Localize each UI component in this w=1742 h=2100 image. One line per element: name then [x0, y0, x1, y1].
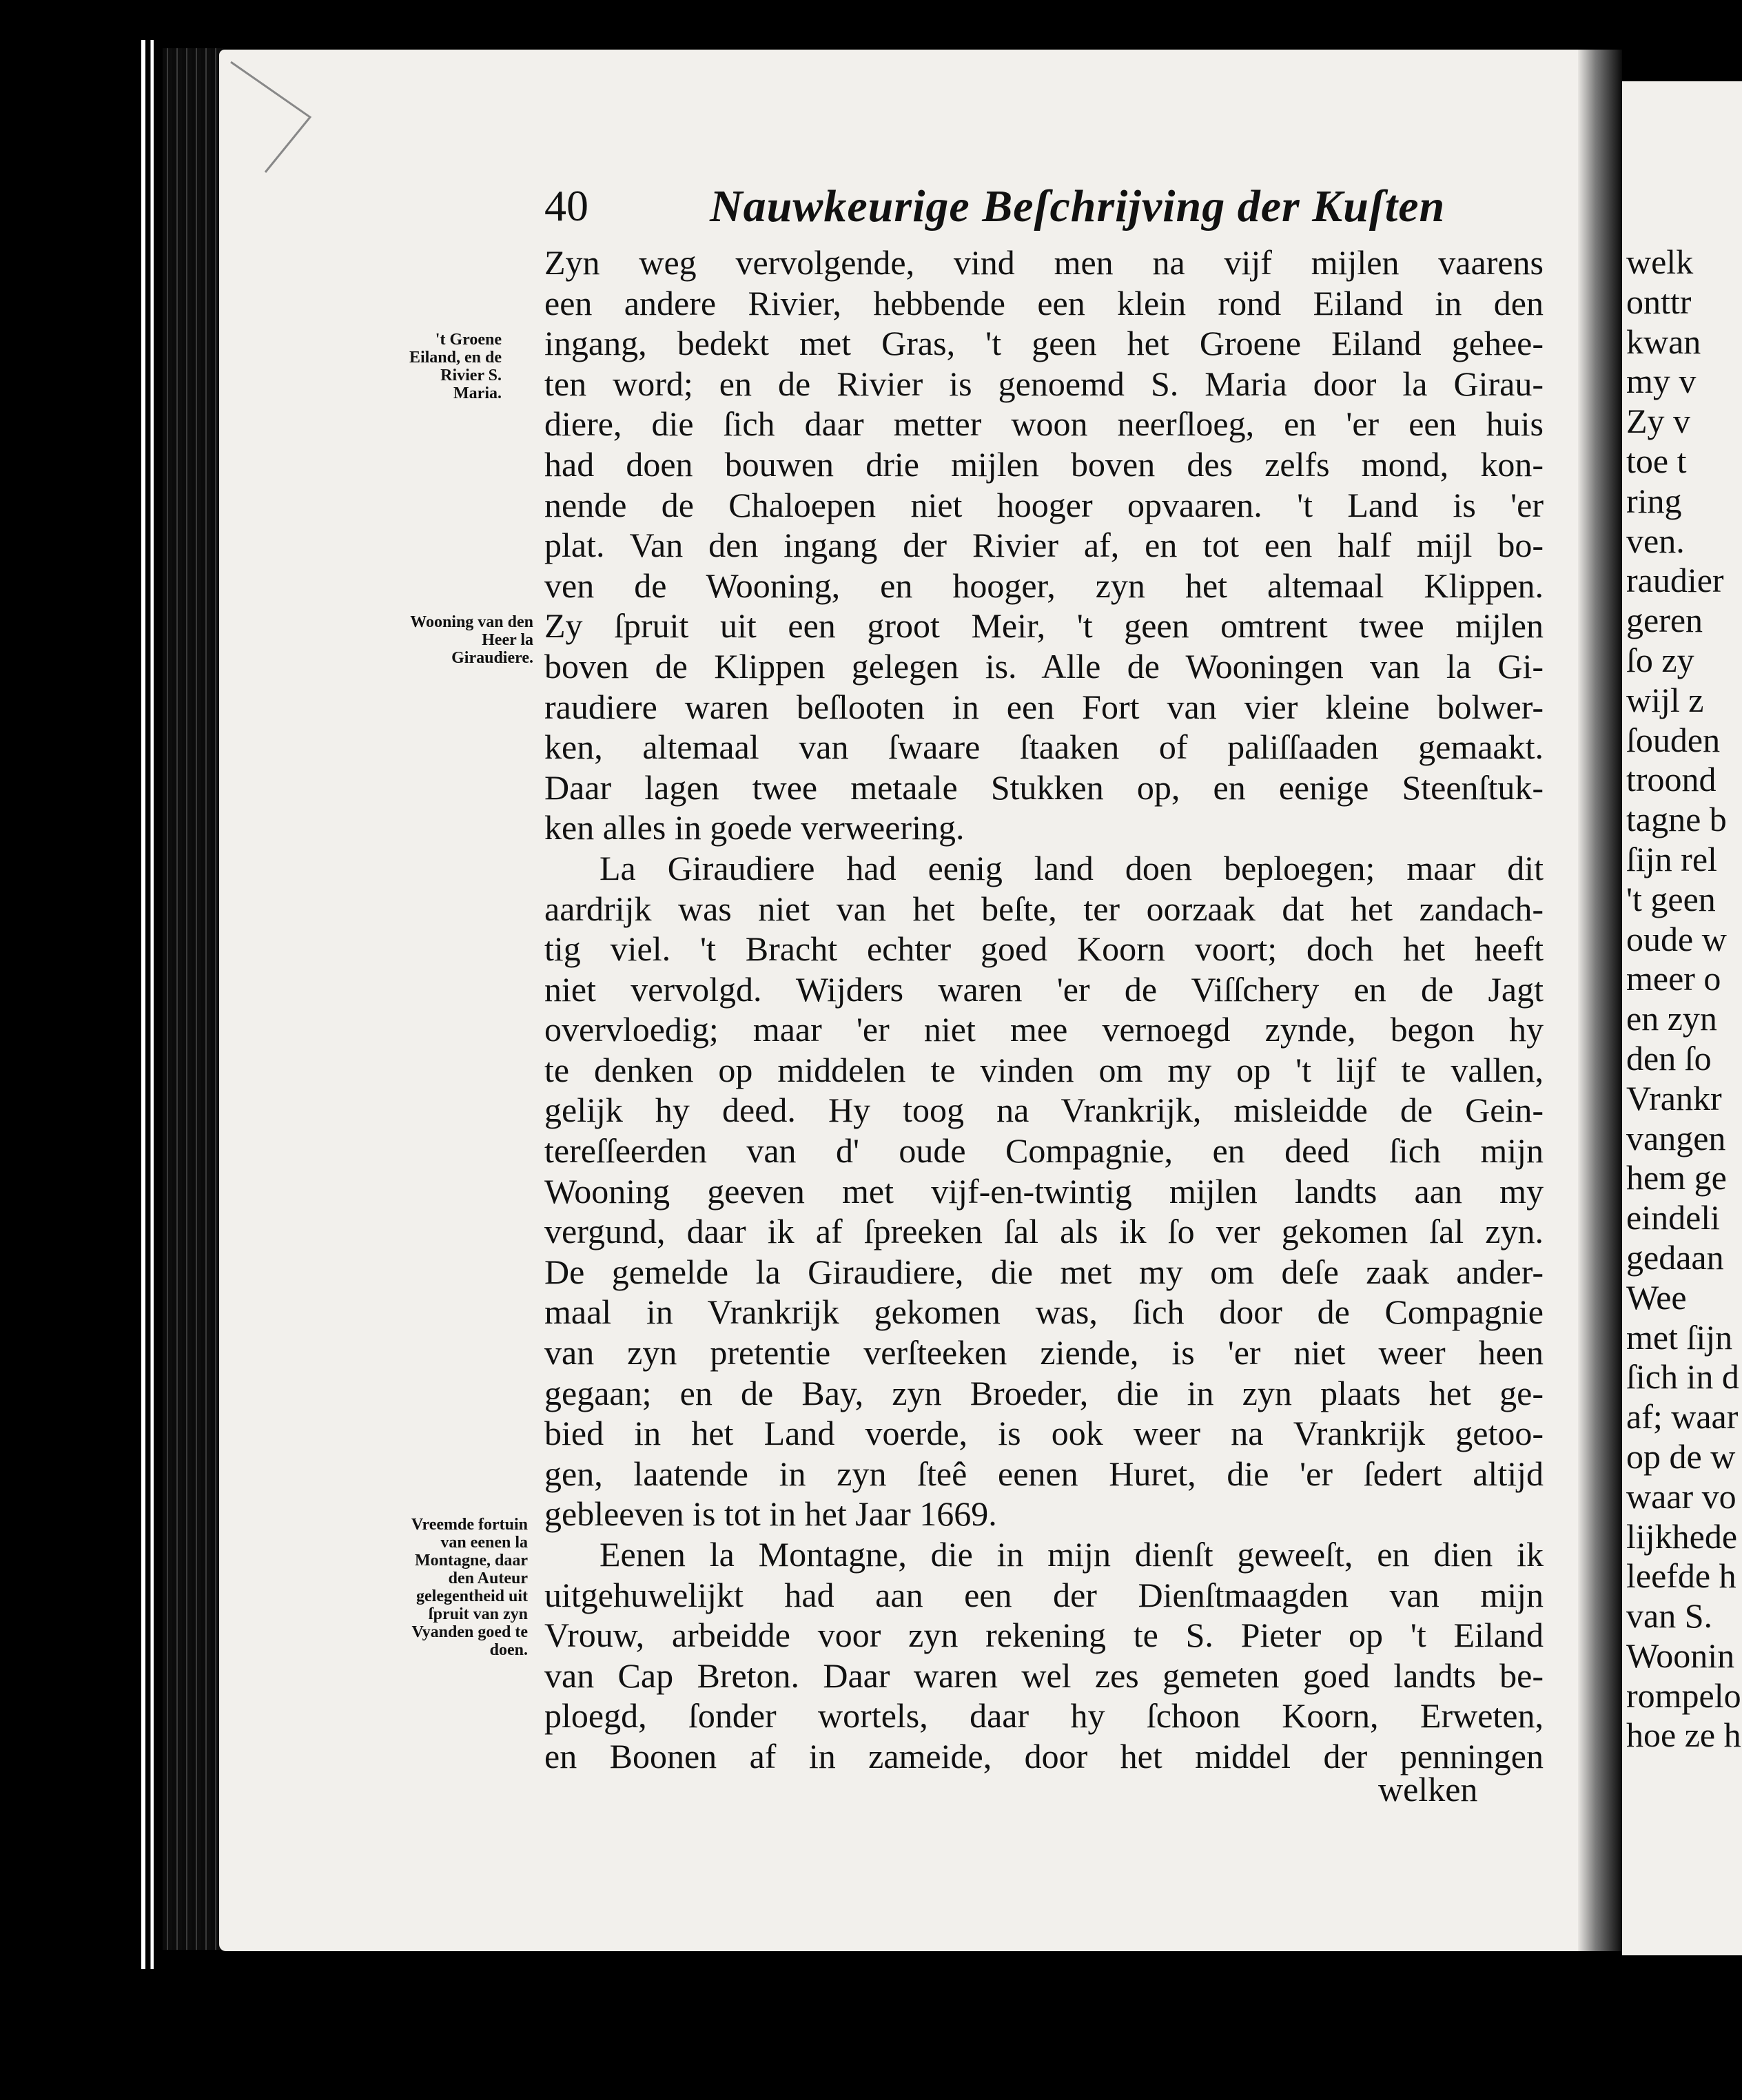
text-line: Wooning geeven met vijf-en-twintig mijlen landts aan my: [544, 1171, 1544, 1211]
margin-note: 't Groene Eiland, en de Rivier S. Maria.: [409, 331, 502, 402]
text-line: eindeli: [1626, 1198, 1721, 1237]
text-line: gelijk hy deed. Hy toog na Vrankrijk, misleidde de Gein-: [544, 1091, 1544, 1130]
text-line: hoe ze h: [1626, 1716, 1741, 1755]
text-line: ſo zy: [1626, 640, 1694, 679]
text-line: een andere Rivier, hebbende een klein rond Eiland in den: [544, 283, 1544, 322]
text-line: ploegd, ſonder wortels, daar hy ſchoon Koorn, Erweten,: [544, 1696, 1544, 1736]
text-line: vergund, daar ik af ſpreeken ſal als ik ſo ver gekomen ſal zyn.: [544, 1212, 1544, 1251]
text-line: ingang, bedekt met Gras, 't geen het Groene Eiland gehee-: [544, 324, 1544, 363]
text-line: gebleeven is tot in het Jaar 1669.: [544, 1494, 997, 1534]
text-line: plat. Van den ingang der Rivier af, en tot een half mijl bo-: [544, 526, 1544, 565]
book-gutter: [1578, 50, 1622, 1951]
text-line: ten word; en de Rivier is genoemd S. Maria door la Girau-: [544, 364, 1544, 403]
text-line: van Cap Breton. Daar waren wel zes gemeten goed landts be-: [544, 1656, 1544, 1695]
text-line: ven de Wooning, en hooger, zyn het altemaal Klippen.: [544, 566, 1544, 605]
text-line: oude w: [1626, 919, 1727, 958]
text-line: hem ge: [1626, 1158, 1727, 1197]
text-line: rompelo: [1626, 1676, 1741, 1715]
text-line: nende de Chaloepen niet hooger opvaaren. 't Land is 'er: [544, 485, 1544, 524]
text-line: kwan: [1626, 322, 1701, 361]
text-line: niet vervolgd. Wijders waren 'er de Viſſchery en de Jagt: [544, 969, 1544, 1009]
book-spine-edge: [141, 40, 162, 1969]
text-line: welk: [1626, 243, 1694, 281]
right-page-text: [1626, 243, 1741, 1756]
text-line: en zyn: [1626, 999, 1717, 1038]
margin-note: Wooning van den Heer la Giraudiere.: [410, 613, 533, 667]
text-line: den ſo: [1626, 1038, 1712, 1078]
text-line: meer o: [1626, 959, 1721, 998]
text-line: troond: [1626, 760, 1717, 799]
text-line: Vrankr: [1626, 1078, 1722, 1118]
text-line: aardrijk was niet van het beſte, ter oorzaak dat het zandach-: [544, 889, 1544, 928]
text-line: gegaan; en de Bay, zyn Broeder, die in zyn plaats het ge-: [544, 1373, 1544, 1412]
text-line: had doen bouwen drie mijlen boven des zelfs mond, kon-: [544, 444, 1544, 484]
text-line: vangen: [1626, 1118, 1726, 1157]
text-line: tereſſeerden van d' oude Compagnie, en deed ſich mijn: [544, 1131, 1544, 1171]
page-number: 40: [544, 181, 588, 230]
text-line: ken, altemaal van ſwaare ſtaaken of paliſſaaden gemaakt.: [544, 728, 1544, 767]
text-line: raudiere waren beſlooten in een Fort van vier kleine bolwer-: [544, 687, 1544, 726]
text-line: geren: [1626, 601, 1703, 640]
text-line: Eenen la Montagne, die in mijn dienſt geweeſt, en dien ik: [600, 1535, 1544, 1574]
text-line: Zy v: [1626, 402, 1691, 441]
text-line: te denken op middelen te vinden om my op 't lijf te vallen,: [544, 1050, 1544, 1089]
text-line: Daar lagen twee metaale Stukken op, en eenige Steenſtuk-: [544, 768, 1544, 807]
text-line: tig viel. 't Bracht echter goed Koorn voort; doch het heeft: [544, 929, 1544, 969]
text-line: raudier: [1626, 561, 1724, 600]
text-line: van zyn pretentie verſteeken ziende, is 'er niet weer heen: [544, 1333, 1544, 1372]
text-line: ſouden: [1626, 720, 1721, 759]
text-line: Zy ſpruit uit een groot Meir, 't geen omtrent twee mijlen: [544, 606, 1544, 646]
page-stack-edge: [163, 48, 223, 1950]
text-line: op de w: [1626, 1437, 1736, 1476]
text-line: ven.: [1626, 521, 1685, 560]
text-line: overvloedig; maar 'er niet mee vernoegd zynde, begon hy: [544, 1010, 1544, 1049]
text-line: La Giraudiere had eenig land doen beploegen; maar dit: [600, 848, 1544, 887]
catchword: welken: [1378, 1770, 1478, 1809]
text-line: leefde h: [1626, 1556, 1736, 1596]
margin-note: Vreemde fortuin van eenen la Montagne, daar den Auteur gelegentheid uit ſpruit van zyn Vyanden goed te doen.: [411, 1516, 528, 1659]
text-line: my v: [1626, 362, 1697, 401]
body-text: [544, 243, 1544, 1777]
text-line: waar vo: [1626, 1476, 1736, 1516]
text-line: tagne b: [1626, 800, 1727, 839]
text-line: onttr: [1626, 282, 1692, 321]
text-line: Woonin: [1626, 1636, 1735, 1675]
text-line: ſijn rel: [1626, 839, 1717, 878]
text-line: diere, die ſich daar metter woon neerſloeg, en 'er een huis: [544, 404, 1544, 444]
text-line: Vrouw, arbeidde voor zyn rekening te S. Pieter op 't Eiland: [544, 1616, 1544, 1655]
text-line: uitgehuwelijkt had aan een der Dienſtmaagden van mijn: [544, 1575, 1544, 1614]
page-header: [544, 181, 1550, 236]
text-line: en Boonen af in zameide, door het middel der penningen: [544, 1736, 1544, 1775]
text-line: De gemelde la Giraudiere, die met my om deſe zaak ander-: [544, 1252, 1544, 1291]
text-line: af; waar: [1626, 1397, 1739, 1437]
text-line: bied in het Land voerde, is ook weer na Vrankrijk getoo-: [544, 1414, 1544, 1453]
text-line: Zyn weg vervolgende, vind men na vijf mijlen vaarens: [544, 243, 1544, 282]
text-line: maal in Vrankrijk gekomen was, ſich door de Compagnie: [544, 1293, 1544, 1332]
text-line: toe t: [1626, 441, 1687, 480]
text-line: gen, laatende in zyn ſteê eenen Huret, die 'er ſedert altijd: [544, 1454, 1544, 1493]
text-line: ring: [1626, 481, 1682, 520]
text-line: van S.: [1626, 1596, 1712, 1636]
text-line: gedaan: [1626, 1237, 1724, 1277]
text-line: lijkhede: [1626, 1516, 1738, 1556]
running-title: Nauwkeurige Beſchrijving der Kuſten: [710, 181, 1446, 231]
text-line: boven de Klippen gelegen is. Alle de Wooningen van la Gi-: [544, 646, 1544, 686]
text-line: ſich in d: [1626, 1357, 1739, 1397]
text-line: 't geen: [1626, 879, 1716, 918]
folded-corner-icon: [224, 55, 334, 179]
text-line: Wee: [1626, 1277, 1687, 1317]
text-line: ken alles in goede verweering.: [544, 808, 965, 847]
text-line: met ſijn: [1626, 1317, 1733, 1357]
text-line: wijl z: [1626, 680, 1704, 719]
